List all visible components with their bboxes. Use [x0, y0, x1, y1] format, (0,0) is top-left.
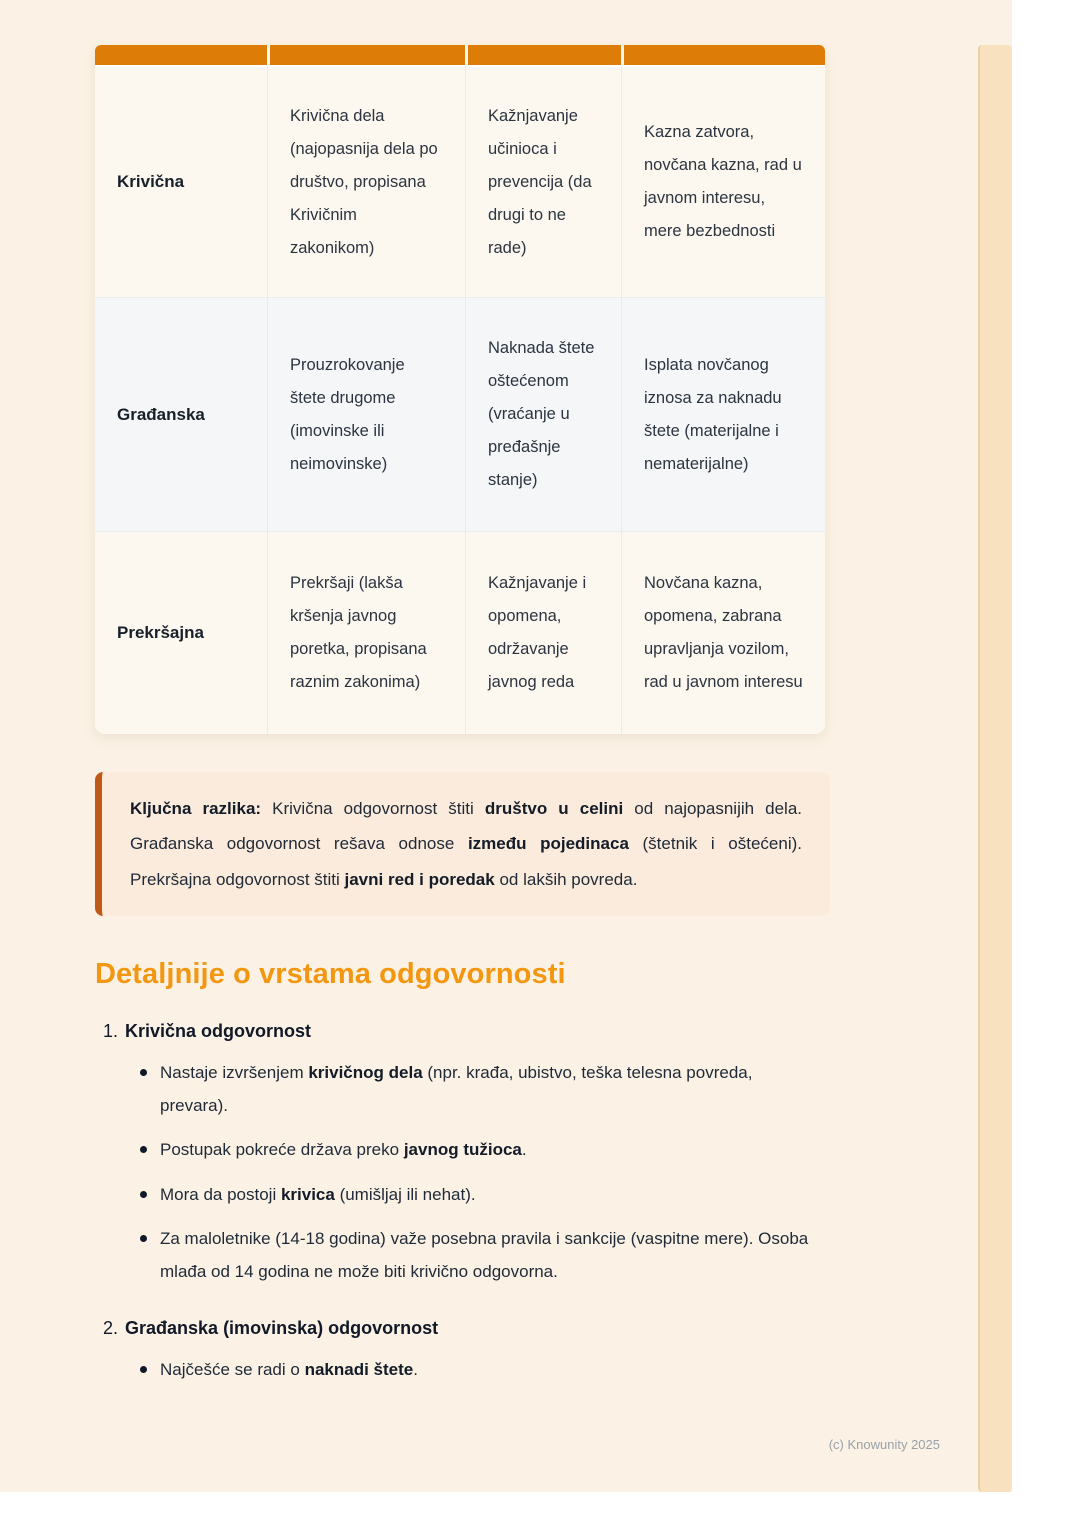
- bullet-item: [95, 1353, 830, 1386]
- key-difference-callout: [95, 772, 830, 916]
- row-label-text: Prekršajna: [117, 623, 204, 642]
- table-header-cell: [267, 45, 465, 65]
- cell-purpose: [465, 65, 621, 297]
- numbered-item: [95, 1021, 830, 1288]
- cell-purpose: [465, 297, 621, 531]
- bullet-dot-icon: [140, 1069, 147, 1076]
- cell-text: Krivična dela (najopasnija dela po društvo, propisana Krivičnim zakonikom): [290, 106, 438, 257]
- bullet-list: [95, 1353, 830, 1386]
- section-heading: Detaljnije o vrstama odgovornosti: [95, 958, 566, 991]
- cell-text: Isplata novčanog iznosa za naknadu štete (materijalne i nematerijalne): [644, 355, 782, 473]
- row-label-text: Krivična: [117, 172, 185, 191]
- row-label-text: Građanska: [117, 404, 205, 424]
- cell-definition: [267, 65, 465, 297]
- table-header-cell: [465, 45, 621, 65]
- cell-sanctions: [621, 531, 825, 734]
- numbered-item-header: [95, 1021, 830, 1042]
- responsibility-table: [95, 45, 825, 734]
- callout-text: Ključna razlika: Krivična odgovornost štiti društvo u celini od najopasnijih dela. Građanska odgovornost rešava odnose između pojedinaca (štetnik i oštećeni). Prekršajna odgovornost štiti javni red i poredak od lakših povreda.: [130, 799, 803, 889]
- bullet-dot-icon: [140, 1146, 147, 1153]
- cell-sanctions: [621, 297, 825, 531]
- bullet-text: Najčešće se radi o naknadi štete.: [160, 1359, 418, 1379]
- cell-text: Novčana kazna, opomena, zabrana upravljanja vozilom, rad u javnom interesu: [644, 574, 803, 691]
- bullet-text: Nastaje izvršenjem krivičnog dela (npr. krađa, ubistvo, teška telesna povreda, prevara).: [160, 1063, 753, 1116]
- item-title: Građanska (imovinska) odgovornost: [125, 1317, 439, 1338]
- page-edge-band: [978, 45, 1012, 1492]
- table-header-cell: [95, 45, 267, 65]
- bullet-item: [95, 1178, 830, 1211]
- cell-definition: [267, 297, 465, 531]
- bullet-dot-icon: [140, 1235, 147, 1242]
- bullet-dot-icon: [140, 1191, 147, 1198]
- table-header-cell: [621, 45, 825, 65]
- cell-text: Prekršaji (lakša kršenja javnog poretka, propisana raznim zakonima): [290, 574, 427, 691]
- row-label: [95, 65, 267, 297]
- cell-sanctions: [621, 65, 825, 297]
- bullet-text: Postupak pokreće država preko javnog tužioca.: [160, 1140, 527, 1160]
- bullet-item: [95, 1133, 830, 1166]
- row-label: [95, 297, 267, 531]
- item-number: 1.: [103, 1021, 119, 1042]
- bullet-text: Mora da postoji krivica (umišljaj ili nehat).: [160, 1184, 476, 1204]
- bullet-list: [95, 1056, 830, 1288]
- cell-text: Kazna zatvora, novčana kazna, rad u javnom interesu, mere bezbednosti: [644, 123, 802, 240]
- numbered-item-header: [95, 1318, 830, 1339]
- bullet-text: Za maloletnike (14-18 godina) važe posebna pravila i sankcije (vaspitne mere). Osoba mlađa od 14 godina ne može biti krivično odgovorna.: [160, 1228, 809, 1281]
- cell-text: Kažnjavanje i opomena, održavanje javnog reda: [488, 574, 587, 691]
- page-content: [95, 45, 830, 1397]
- item-number: 2.: [103, 1317, 119, 1338]
- cell-purpose: [465, 531, 621, 734]
- numbered-item: [95, 1318, 830, 1386]
- item-title: Krivična odgovornost: [125, 1021, 312, 1042]
- cell-text: Prouzrokovanje štete drugome (imovinske ili neimovinske): [290, 355, 405, 473]
- cell-text: Kažnjavanje učinioca i prevencija (da drugi to ne rade): [488, 106, 592, 257]
- row-label: [95, 531, 267, 734]
- footer-credit: (c) Knowunity 2025: [828, 1437, 940, 1452]
- bullet-item: [95, 1222, 830, 1288]
- cell-definition: [267, 531, 465, 734]
- cell-text: Naknada štete oštećenom (vraćanje u pređašnje stanje): [488, 339, 595, 489]
- bullet-dot-icon: [140, 1366, 147, 1373]
- bullet-item: [95, 1056, 830, 1122]
